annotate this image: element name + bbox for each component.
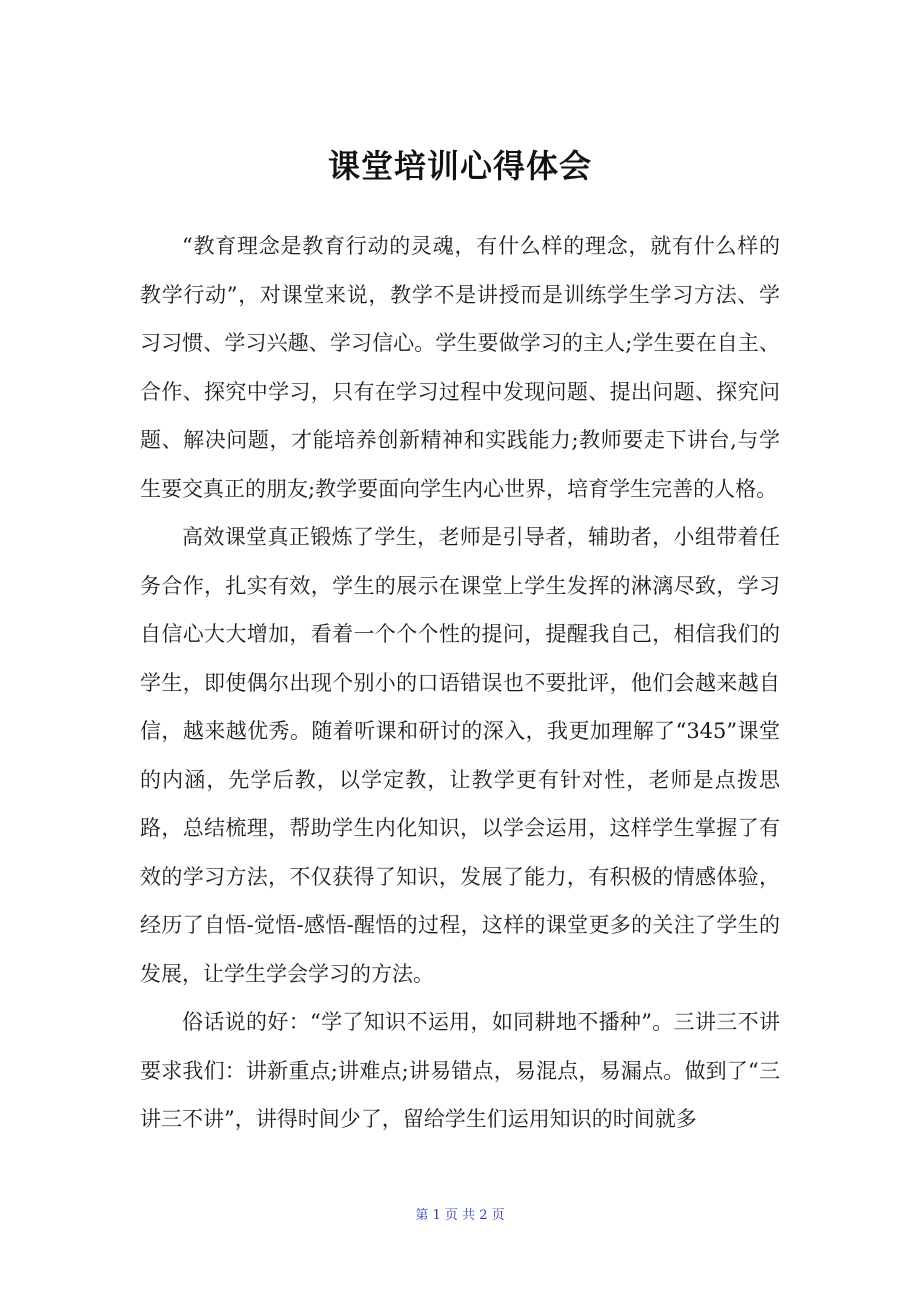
paragraph-3: 俗话说的好：“学了知识不运用，如同耕地不播种”。三讲三不讲要求我们：讲新重点;讲难点;讲易错点，易混点，易漏点。做到了“三讲三不讲”，讲得时间少了，留给学生们运用知识的时间就多 (140, 1010, 780, 1131)
document-body (140, 222, 780, 1144)
page-indicator: 第 1 页 共 2 页 (415, 1208, 505, 1223)
paragraph-2: 高效课堂真正锻炼了学生，老师是引导者，辅助者，小组带着任务合作，扎实有效，学生的展示在课堂上学生发挥的淋漓尽致，学习自信心大大增加，看着一个个个性的提问，提醒我自己，相信我们的学生，即使偶尔出现个别小的口语错误也不要批评，他们会越来越自信，越来越优秀。随着听课和研讨的深入，我更加理解了“345”课堂的内涵，先学后教，以学定教，让教学更有针对性，老师是点拨思路，总结梳理，帮助学生内化知识，以学会运用，这样学生掌握了有效的学习方法，不仅获得了知识，发展了能力，有积极的情感体验，经历了自悟-觉悟-感悟-醒悟的过程，这样的课堂更多的关注了学生的发展，让学生学会学习的方法。 (140, 525, 780, 986)
document-title: 课堂培训心得体会 (327, 147, 592, 185)
paragraph-1: “教育理念是教育行动的灵魂，有什么样的理念，就有什么样的教学行动”，对课堂来说，教学不是讲授而是训练学生学习方法、学习习惯、学习兴趣、学习信心。学生要做学习的主人;学生要在自主、合作、探究中学习，只有在学习过程中发现问题、提出问题、探究问题、解决问题，才能培养创新精神和实践能力;教师要走下讲台,与学生要交真正的朋友;教学要面向学生内心世界，培育学生完善的人格。 (140, 234, 780, 501)
